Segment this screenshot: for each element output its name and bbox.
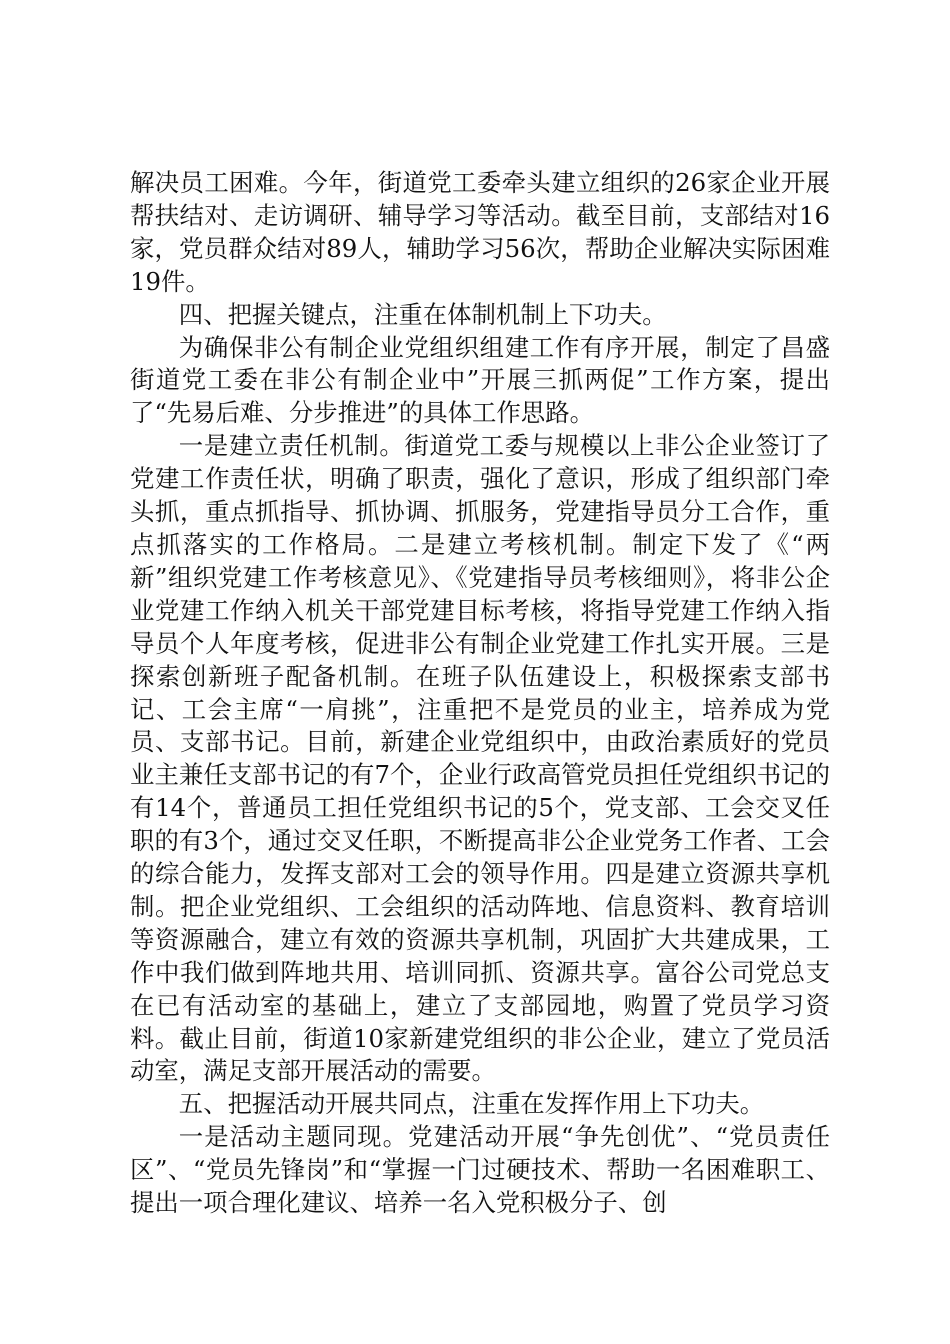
section-heading-4: 四、把握关键点，注重在体制机制上下功夫。 bbox=[178, 299, 667, 329]
document-page bbox=[130, 167, 830, 1220]
paragraph: 一是活动主题同现。党建活动开展“争先创优”、“党员责任区”、“党员先锋岗”和“掌握一门过硬技术、帮助一名困难职工、提出一项合理化建议、培养一名入党积极分子、创 bbox=[130, 1122, 830, 1218]
paragraph: 为确保非公有制企业党组织组建工作有序开展，制定了昌盛街道党工委在非公有制企业中”开展三抓两促”工作方案，提出了“先易后难、分步推进”的具体工作思路。 bbox=[130, 332, 830, 428]
paragraph: 一是建立责任机制。街道党工委与规模以上非公企业签订了党建工作责任状，明确了职责，强化了意识，形成了组织部门牵头抓，重点抓指导、抓协调、抓服务，党建指导员分工合作，重点抓落实的工作格局。二是建立考核机制。制定下发了《“两新”组织党建工作考核意见》、《党建指导员考核细则》，将非公企业党建工作纳入机关干部党建目标考核，将指导党建工作纳入指导员个人年度考核，促进非公有制企业党建工作扎实开展。三是探索创新班子配备机制。在班子队伍建设上，积极探索支部书记、工会主席“一肩挑”，注重把不是党员的业主，培养成为党员、支部书记。目前，新建企业党组织中，由政治素质好的党员业主兼任支部书记的有7个，企业行政高管党员担任党组织书记的有14个，普通员工担任党组织书记的5个，党支部、工会交叉任职的有3个，通过交叉任职，不断提高非公企业党务工作者、工会的综合能力，发挥支部对工会的领导作用。四是建立资源共享机制。把企业党组织、工会组织的活动阵地、信息资料、教育培训等资源融合，建立有效的资源共享机制，巩固扩大共建成果，工作中我们做到阵地共用、培训同抓、资源共享。富谷公司党总支在已有活动室的基础上，建立了支部园地，购置了党员学习资料。截止目前，街道10家新建党组织的非公企业，建立了党员活动室，满足支部开展活动的需要。 bbox=[130, 431, 830, 1086]
paragraph-continuation: 解决员工困难。今年，街道党工委牵头建立组织的26家企业开展帮扶结对、走访调研、辅导学习等活动。截至目前，支部结对16家，党员群众结对89人，辅助学习56次，帮助企业解决实际困难19件。 bbox=[130, 168, 830, 296]
section-heading-5: 五、把握活动开展共同点，注重在发挥作用上下功夫。 bbox=[178, 1089, 765, 1119]
